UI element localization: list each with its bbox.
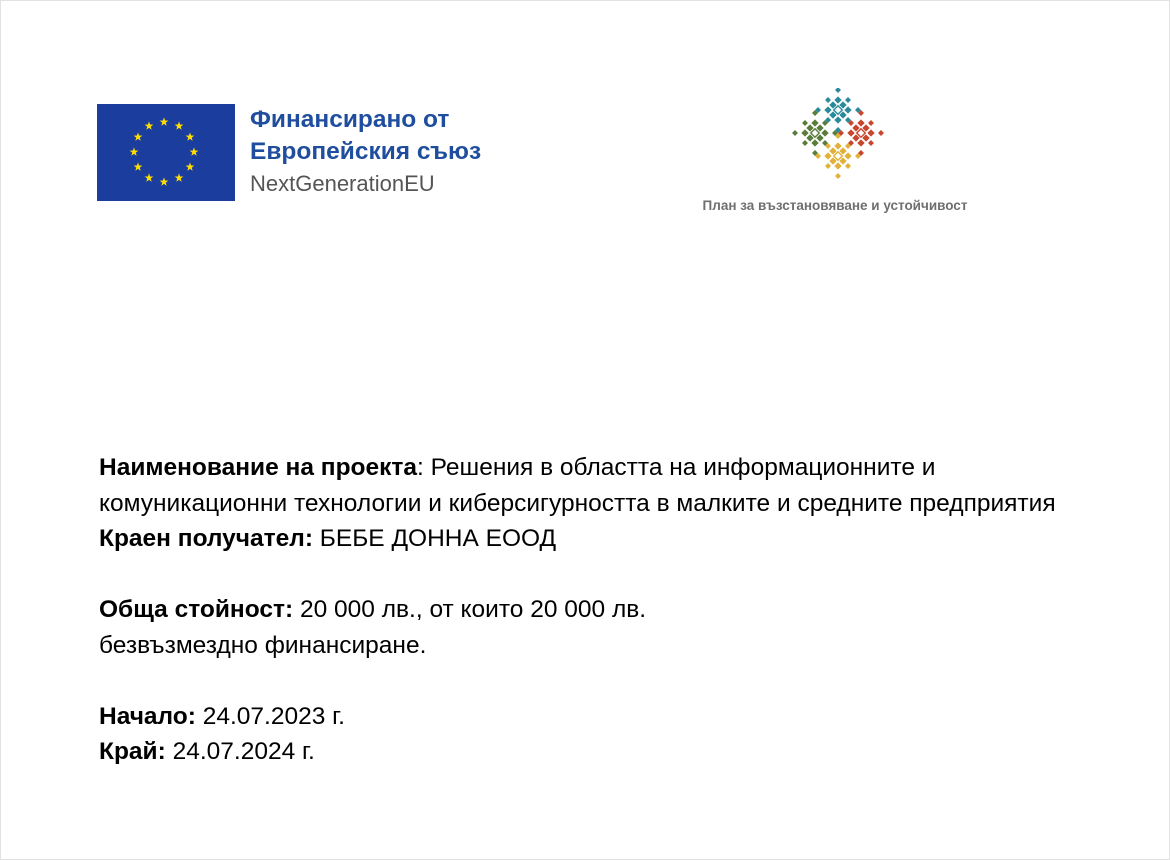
emblem-tile bbox=[792, 130, 798, 136]
emblem-tile bbox=[821, 129, 828, 136]
emblem-tile bbox=[868, 140, 874, 146]
emblem-center bbox=[834, 152, 842, 160]
end-date-label: Край: bbox=[99, 738, 166, 765]
recovery-plan-caption: План за възстановяване и устойчивост bbox=[702, 198, 968, 213]
emblem-tile bbox=[802, 140, 808, 146]
total-value-paragraph bbox=[99, 592, 789, 663]
project-name-value: : Решения в областта на информационните и комуникационни технологии и киберсигурността в малките и средните предприятия bbox=[99, 454, 1056, 517]
emblem-cluster-green bbox=[792, 110, 838, 156]
spacer bbox=[99, 557, 1099, 593]
eu-logo-text bbox=[250, 104, 481, 200]
start-date-value: 24.07.2023 г. bbox=[195, 702, 345, 730]
emblem-tile bbox=[844, 106, 851, 113]
recipient-value: БЕБЕ ДОННА ЕООД bbox=[313, 525, 557, 552]
eu-nextgen-line: NextGenerationEU bbox=[250, 171, 435, 196]
eu-union-line: Европейския съюз bbox=[250, 138, 482, 165]
emblem-tile bbox=[835, 173, 841, 179]
emblem-tile bbox=[845, 163, 851, 169]
project-name-paragraph bbox=[99, 450, 1099, 521]
emblem-center bbox=[811, 129, 819, 137]
emblem-tile bbox=[867, 129, 874, 136]
emblem-center bbox=[857, 129, 865, 137]
spacer bbox=[99, 663, 1099, 699]
start-date-paragraph bbox=[99, 699, 1099, 735]
total-value-text: 20 000 лв., от които 20 000 лв. безвъзмездно финансиране. bbox=[99, 596, 647, 659]
emblem-cluster-yellow bbox=[815, 133, 861, 179]
recipient-paragraph bbox=[99, 521, 1099, 557]
emblem-tile bbox=[857, 139, 864, 146]
emblem-tile bbox=[834, 96, 841, 103]
eu-flag-background bbox=[97, 104, 235, 201]
emblem-tile bbox=[825, 97, 831, 103]
emblem-center bbox=[834, 106, 842, 114]
end-date-paragraph bbox=[99, 734, 1099, 770]
emblem-tile bbox=[845, 97, 851, 103]
emblem-tile bbox=[834, 142, 841, 149]
eu-flag-icon bbox=[97, 104, 235, 201]
emblem-tile bbox=[825, 163, 831, 169]
emblem-tile bbox=[878, 130, 884, 136]
emblem-cluster-red bbox=[838, 110, 884, 156]
emblem-cluster-teal bbox=[815, 88, 861, 133]
recovery-plan-emblem-icon bbox=[789, 88, 887, 184]
emblem-tile bbox=[801, 129, 808, 136]
emblem-tile bbox=[802, 120, 808, 126]
emblem-tile bbox=[824, 106, 831, 113]
emblem-tile bbox=[811, 139, 818, 146]
emblem-tile bbox=[847, 129, 854, 136]
eu-funded-by-line: Финансирано от bbox=[250, 106, 450, 133]
emblem-tile bbox=[811, 119, 818, 126]
recipient-label: Краен получател: bbox=[99, 525, 313, 552]
emblem-tile bbox=[868, 120, 874, 126]
end-date-value: 24.07.2024 г. bbox=[165, 738, 315, 765]
emblem-tile bbox=[857, 119, 864, 126]
emblem-tile bbox=[834, 162, 841, 169]
eu-funding-logo bbox=[97, 104, 481, 201]
recovery-plan-logo bbox=[660, 88, 1010, 218]
project-info bbox=[99, 450, 1099, 770]
emblem-tile bbox=[824, 152, 831, 159]
plan-emblem-tiles bbox=[792, 88, 884, 179]
emblem-tile bbox=[834, 116, 841, 123]
project-name-label: Наименование на проекта bbox=[99, 454, 418, 481]
start-date-label: Начало: bbox=[99, 702, 196, 730]
emblem-tile bbox=[844, 152, 851, 159]
emblem-tile bbox=[835, 88, 841, 93]
total-value-label: Обща стойност: bbox=[99, 596, 294, 623]
